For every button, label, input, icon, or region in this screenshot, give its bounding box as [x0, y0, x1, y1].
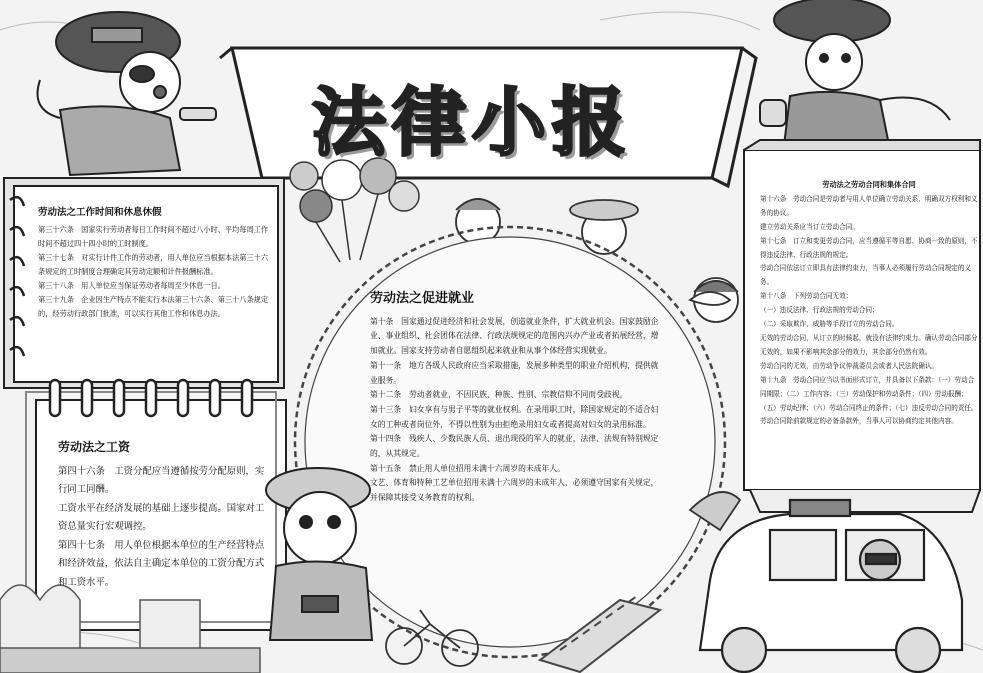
employment-section [370, 292, 662, 506]
article-paragraph: 第三十七条 对实行计件工作的劳动者，用人单位应当根据本法第三十六条规定的工时制度合理确定其劳动定额和计件报酬标准。 [38, 253, 269, 276]
article-paragraph: 第三十八条 用人单位应当保证劳动者每周至少休息一日。 [38, 281, 225, 290]
article-paragraph: 第十三条 妇女享有与男子平等的就业权利。在录用职工时，除国家规定的不适合妇女的工种或者岗位外，不得以性别为由拒绝录用妇女或者提高对妇女的录用标准。 [370, 404, 659, 429]
wages-section [58, 438, 272, 592]
work-hours-section [38, 206, 270, 321]
contracts-section [760, 178, 978, 429]
section-heading: 劳动法之工资 [58, 440, 131, 454]
article-paragraph: （二）采取欺诈、威胁等手段订立的劳动合同。 [760, 320, 899, 329]
article-paragraph: 第十六条 劳动合同是劳动者与用人单位确立劳动关系、明确双方权利和义务的协议。 [760, 194, 978, 217]
section-heading: 劳动法之劳动合同和集体合同 [822, 180, 916, 189]
section-heading: 劳动法之工作时间和休息休假 [38, 207, 162, 218]
article-paragraph: 第四十六条 工资分配应当遵循按劳分配原则，实行同工同酬。 [58, 465, 265, 495]
article-paragraph: 第三十九条 企业因生产特点不能实行本法第三十六条、第三十八条规定的，经劳动行政部门批准，可以实行其他工作和休息办法。 [38, 295, 269, 318]
article-paragraph: 无效的劳动合同，从订立的时候起，就没有法律约束力。确认劳动合同部分无效的，如果不影响其余部分的效力，其余部分仍然有效。 [760, 333, 978, 356]
article-paragraph: 劳动合同依法订立即具有法律约束力，当事人必须履行劳动合同规定的义务。 [760, 264, 971, 287]
article-paragraph: 第十九条 劳动合同应当以书面形式订立，并具备以下条款：（一）劳动合同期限；（二）工作内容；（三）劳动保护和劳动条件；（四）劳动报酬；（五）劳动纪律；（六）劳动合同终止的条件；（七）违反劳动合同的责任。劳动合同除前款规定的必备条款外，当事人可以协商约定其他内容。 [760, 375, 978, 426]
article-paragraph: 第十八条 下列劳动合同无效： [760, 292, 853, 301]
article-paragraph: 第十四条 残疾人、少数民族人员、退出现役的军人的就业，法律、法规有特别规定的，从其规定。 [370, 434, 659, 459]
article-paragraph: 文艺、体育和特种工艺单位招用未满十六周岁的未成年人，必须遵守国家有关规定，并保障其接受义务教育的权利。 [370, 478, 659, 503]
article-paragraph: 工资水平在经济发展的基础上逐步提高。国家对工资总量实行宏观调控。 [58, 502, 265, 532]
article-paragraph: 第十五条 禁止用人单位招用未满十六周岁的未成年人。 [370, 463, 565, 473]
article-paragraph: 第十二条 劳动者就业，不因民族、种族、性别、宗教信仰不同而受歧视。 [370, 390, 628, 400]
poster-title: 法律小报 [312, 80, 632, 166]
article-paragraph: 第十条 国家通过促进经济和社会发展，创造就业条件，扩大就业机会。国家鼓励企业、事业组织、社会团体在法律、行政法规规定的范围内兴办产业或者拓展经营，增加就业。国家支持劳动者自愿组织起来就业和从事个体经营实现就业。 [370, 316, 659, 356]
article-paragraph: 第四十七条 用人单位根据本单位的生产经营特点和经济效益，依法自主确定本单位的工资分配方式和工资水平。 [58, 539, 265, 588]
article-paragraph: 劳动合同的无效，由劳动争议仲裁委员会或者人民法院确认。 [760, 361, 939, 370]
article-paragraph: 建立劳动关系应当订立劳动合同。 [760, 222, 859, 231]
section-heading: 劳动法之促进就业 [370, 291, 475, 306]
article-paragraph: 第三十六条 国家实行劳动者每日工作时间不超过八小时、平均每周工作时间不超过四十四小时的工时制度。 [38, 225, 269, 248]
article-paragraph: 第十七条 订立和变更劳动合同，应当遵循平等自愿、协商一致的原则，不得违反法律、行政法规的规定。 [760, 236, 978, 259]
article-paragraph: 第十一条 地方各级人民政府应当采取措施，发展多种类型的职业介绍机构，提供就业服务。 [370, 360, 659, 385]
article-paragraph: （一）违反法律、行政法规的劳动合同； [760, 306, 879, 315]
